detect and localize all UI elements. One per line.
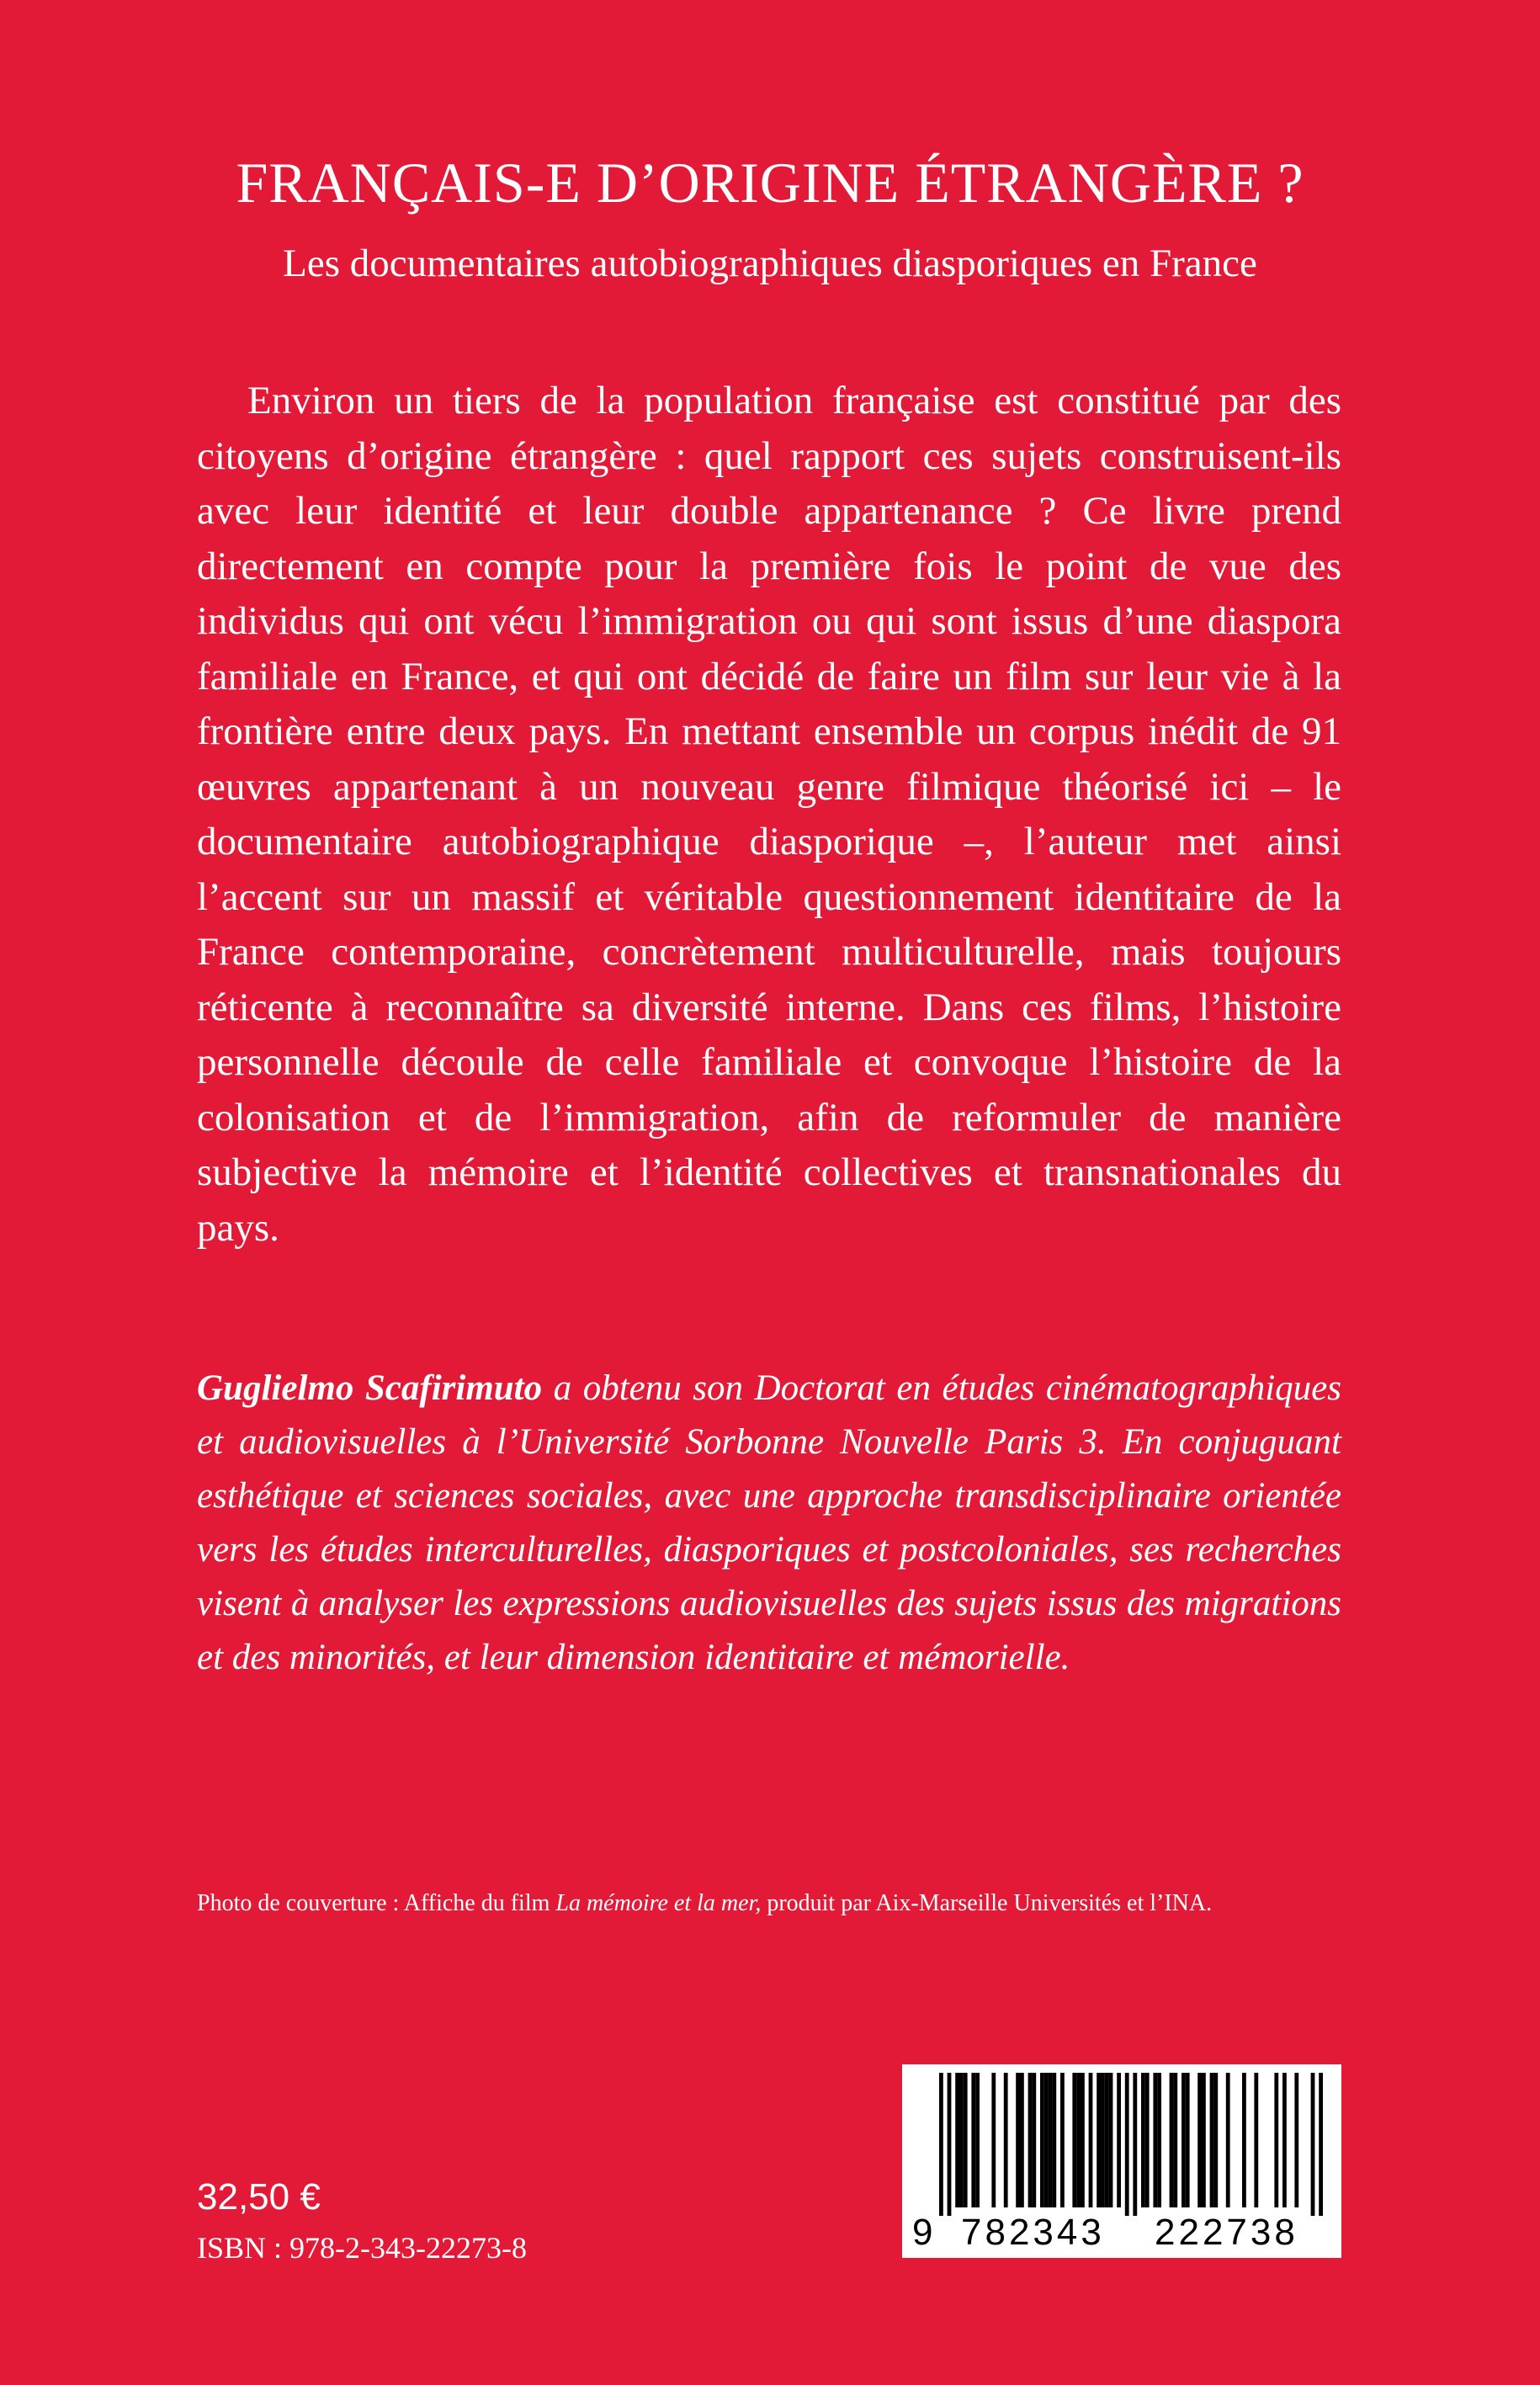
barcode-bar — [1226, 2073, 1230, 2207]
book-blurb: Environ un tiers de la population française est constitué par des citoyens d’origine étrangère : quel rapport ces sujets construisent-ils avec leur identité et leur double appartenance ? Ce livre prend directement en compte pour la première fois le point de vue des individus qui ont vécu l’immigration ou qui sont issus d’une diaspora familiale en France, et qui ont décidé de faire un film sur leur vie à la frontière entre deux pays. En mettant ensemble un corpus inédit de 91 œuvres appartenant à un nouveau genre filmique théorisé ici – le documentaire autobiographique diasporique –, l’auteur met ainsi l’accent sur un massif et véritable questionnement identitaire de la France contemporaine, concrètement multiculturelle, mais toujours réticente à reconnaître sa diversité interne. Dans ces films, l’histoire personnelle découle de celle familiale et convoque l’histoire de la colonisation et de l’immigration, afin de reformuler de manière subjective la mémoire et l’identité collectives et transnationales du pays. — [197, 379, 1341, 1250]
book-title: FRANÇAIS-E D’ORIGINE ÉTRANGÈRE ? — [236, 151, 1304, 215]
barcode-digits-right: 222738 — [1155, 2212, 1298, 2253]
barcode-bar — [1210, 2073, 1214, 2207]
barcode-digit-first: 9 — [912, 2212, 933, 2253]
barcode-bar — [1044, 2073, 1049, 2207]
author-name: Guglielmo Scafirimuto — [197, 1368, 543, 1408]
barcode-bar — [959, 2073, 964, 2207]
barcode-digits — [902, 2212, 1341, 2253]
barcode-bar — [991, 2073, 996, 2207]
barcode-bar — [1157, 2073, 1161, 2207]
barcode-bar — [1133, 2073, 1137, 2216]
barcode-bar — [1186, 2073, 1190, 2207]
barcode-bar — [1076, 2073, 1081, 2207]
isbn: ISBN : 978-2-343-22273-8 — [197, 2231, 527, 2265]
credit-prefix: Photo de couverture : Affiche du film — [197, 1890, 556, 1916]
barcode-bar — [1294, 2073, 1298, 2207]
barcode-bars — [902, 2064, 1341, 2216]
barcode-bar — [1125, 2073, 1129, 2216]
barcode-bar — [1274, 2073, 1278, 2207]
barcode-bar — [1141, 2073, 1145, 2207]
barcode-bar — [1153, 2073, 1157, 2207]
author-bio — [197, 1362, 1341, 1685]
credit-film-title: La mémoire et la mer, — [555, 1890, 762, 1916]
barcode-bar — [1170, 2073, 1174, 2207]
barcode-bar — [1052, 2073, 1056, 2207]
barcode-bar — [1081, 2073, 1085, 2207]
barcode-bar — [1049, 2073, 1053, 2207]
barcode-bar — [1145, 2073, 1150, 2207]
barcode-bar — [948, 2073, 952, 2216]
barcode-bar — [1254, 2073, 1258, 2207]
barcode-bar — [1060, 2073, 1065, 2207]
barcode-digits-left: 782343 — [961, 2212, 1105, 2253]
barcode-bar — [975, 2073, 980, 2207]
barcode-bar — [1097, 2073, 1101, 2207]
barcode-bar — [1101, 2073, 1105, 2207]
barcode-bar — [1319, 2073, 1323, 2216]
barcode-bar — [1242, 2073, 1246, 2207]
barcode-bar — [1202, 2073, 1206, 2207]
barcode-bar — [1040, 2073, 1044, 2207]
barcode-bar — [1109, 2073, 1113, 2207]
barcode-bar — [1282, 2073, 1287, 2207]
barcode-bar — [1213, 2073, 1218, 2207]
barcode-bar — [1020, 2073, 1024, 2207]
barcode-bar — [1105, 2073, 1109, 2207]
book-subtitle: Les documentaires autobiographiques diasporiques en France — [283, 242, 1257, 285]
barcode-bar — [1016, 2073, 1020, 2207]
barcode-bar — [1028, 2073, 1033, 2207]
barcode-bar — [1173, 2073, 1177, 2207]
barcode-bar — [955, 2073, 959, 2207]
barcode-bar — [1072, 2073, 1076, 2207]
barcode-bar — [964, 2073, 968, 2207]
barcode-bar — [1032, 2073, 1036, 2207]
cover-photo-credit — [197, 1890, 1426, 1917]
price: 32,50 € — [197, 2176, 321, 2218]
credit-suffix: produit par Aix-Marseille Universités et l’INA. — [761, 1890, 1213, 1916]
barcode-bar — [939, 2073, 943, 2216]
barcode-bar — [1197, 2073, 1202, 2207]
barcode-bar — [1089, 2073, 1093, 2207]
barcode-bar — [1182, 2073, 1186, 2207]
barcode-bar — [971, 2073, 975, 2207]
barcode-bar — [1311, 2073, 1315, 2216]
barcode-bar — [1004, 2073, 1008, 2207]
author-bio-text: a obtenu son Doctorat en études cinématographiques et audiovisuelles à l’Université Sorbonne Nouvelle Paris 3. En conjuguant esthétique et sciences sociales, avec une approche transdisciplinaire orientée vers les études interculturelles, diasporiques et postcoloniales, ses recherches visent à analyser les expressions audiovisuelles des sujets issus des migrations et des minorités, et leur dimension identitaire et mémorielle. — [197, 1368, 1341, 1677]
barcode-bar — [1117, 2073, 1121, 2207]
barcode — [902, 2064, 1341, 2258]
